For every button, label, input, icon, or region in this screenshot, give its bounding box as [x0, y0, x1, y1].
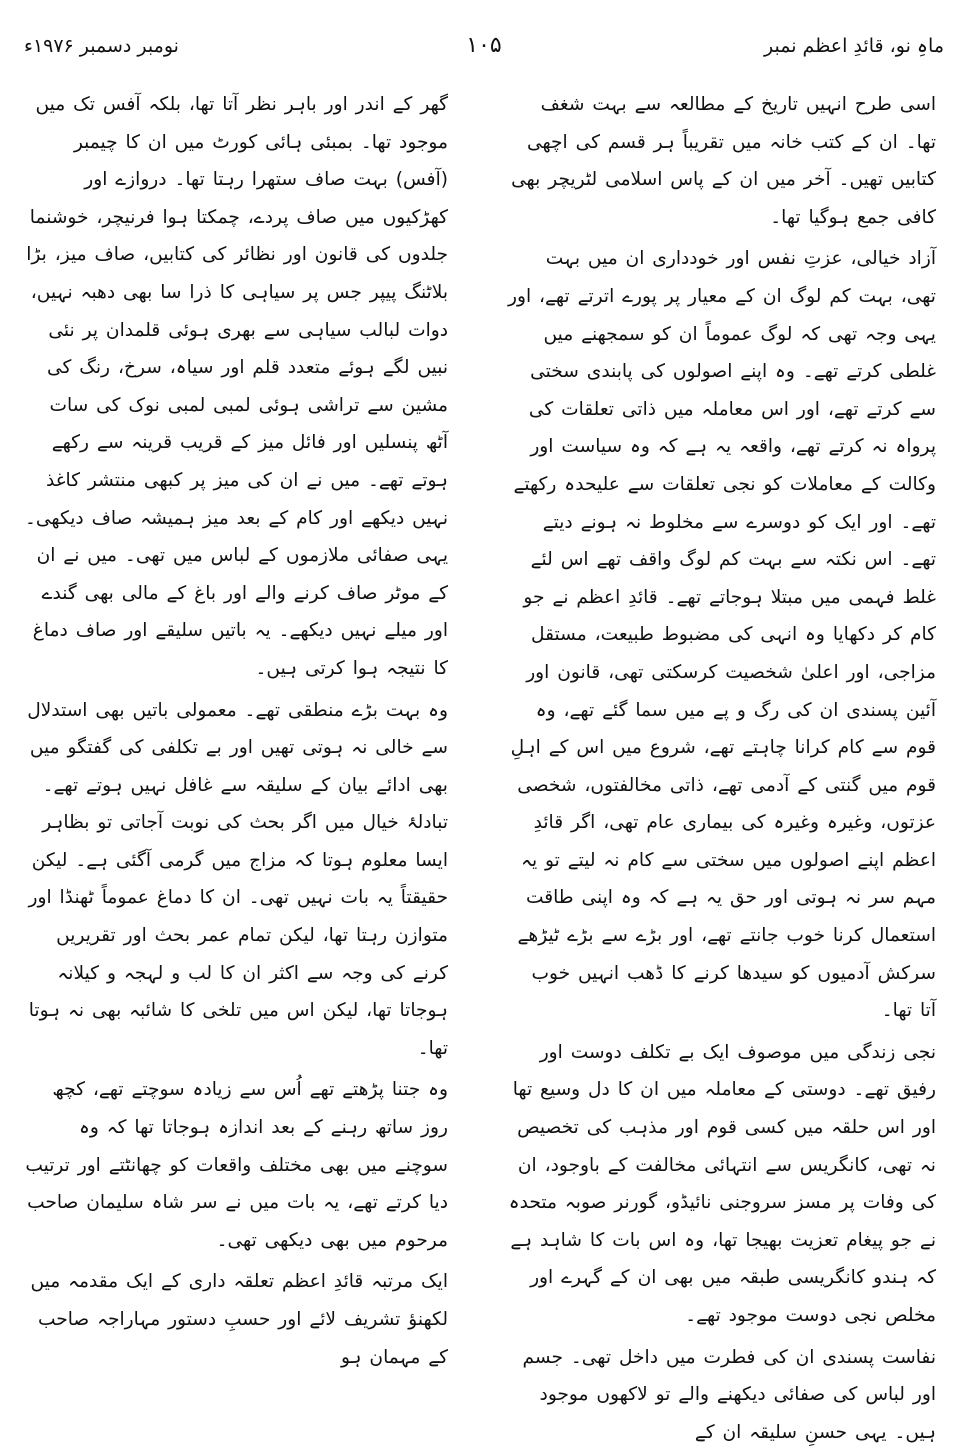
- paragraph: وہ بہت بڑے منطقی تھے۔ معمولی باتیں بھی استدلال سے خالی نہ ہوتی تھیں اور بے تکلفی کی گفتگو میں بھی ادائے بیان کے سلیقہ سے غافل نہیں ہوتے تھے۔ تبادلۂ خیال میں اگر بحث کی نوبت آجاتی تو بظاہر ایسا معلوم ہوتا کہ مزاج میں گرمی آگئی ہے۔ لیکن حقیقتاً یہ بات نہیں تھی۔ ان کا دماغ عموماً ٹھنڈا اور متوازن رہتا تھا، لیکن تمام عمر بحث اور تقریریں کرنے کی وجہ سے اکثر ان کا لب و لہجہ و کیلانہ ہوجاتا تھا، لیکن اس میں تلخی کا شائبہ بھی نہ ہوتا تھا۔: [27, 699, 448, 1059]
- paragraph: ایک مرتبہ قائدِ اعظم تعلقہ داری کے ایک مقدمہ میں لکھنؤ تشریف لائے اور حسبِ دستور مہاراجہ صاحب کے مہمان ہو: [30, 1271, 448, 1368]
- page-number: ۱۰۵: [466, 33, 502, 58]
- paragraph: اسی طرح انہیں تاریخ کے مطالعہ سے بہت شغف تھا۔ ان کے کتب خانہ میں تقریباً ہر قسم کی اچھی کتابیں تھیں۔ آخر میں ان کے پاس اسلامی لٹریچر بھی کافی جمع ہوگیا تھا۔: [511, 94, 936, 228]
- paragraph: نجی زندگی میں موصوف ایک بے تکلف دوست اور رفیق تھے۔ دوستی کے معاملہ میں ان کا دل وسیع تھا اور اس حلقہ میں کسی قوم اور مذہب کی تخصیص نہ تھی، کانگریس سے انتہائی مخالفت کے باوجود، ان کی وفات پر مسز سروجنی نائیڈو، گورنر صوبہ متحدہ نے جو پیغام تعزیت بھیجا تھا، وہ اس بات کا شاہد ہے کہ ہندو کانگریسی طبقہ میں بھی ان کے گہرے اور مخلص نجی دوست موجود تھے۔: [508, 1041, 936, 1326]
- magazine-title: ماہِ نو، قائدِ اعظم نمبر: [764, 35, 944, 57]
- page-header: [24, 32, 944, 72]
- right-column: [508, 86, 936, 1451]
- left-column: [20, 86, 448, 1376]
- paragraph: وہ جتنا پڑھتے تھے اُس سے زیادہ سوچتے تھے، کچھ روز ساتھ رہنے کے بعد اندازہ ہوجاتا تھا کہ وہ سوچنے میں بھی مختلف واقعات کو چھانٹتے اور ترتیب دیا کرتے تھے، یہ بات میں نے سر شاہ سلیمان صاحب مرحوم میں بھی دیکھی تھی۔: [25, 1079, 448, 1251]
- paragraph: گھر کے اندر اور باہر نظر آتا تھا، بلکہ آفس تک میں موجود تھا۔ بمبئی ہائی کورٹ میں ان کا چیمبر (آفس) بہت صاف ستھرا رہتا تھا۔ دروازے اور کھڑکیوں میں صاف پردے، چمکتا ہوا فرنیچر، خوشنما جلدوں کی قانون اور نظائر کی کتابیں، صاف میز، بڑا بلاٹنگ پیپر جس پر سیاہی کا ذرا سا بھی دھبہ نہیں، دوات لبالب سیاہی سے بھری ہوئی قلمدان پر نئی نبیں لگے ہوئے متعدد قلم اور سیاہ، سرخ، رنگ کی مشین سے تراشی ہوئی لمبی لمبی نوک کی سات آٹھ پنسلیں اور فائل میز کے قریب قرینہ سے رکھے ہوتے تھے۔ میں نے ان کی میز پر کبھی منتشر کاغذ نہیں دیکھے اور کام کے بعد میز ہمیشہ صاف دیکھی۔ یہی صفائی ملازموں کے لباس میں تھی۔ میں نے ان کے موٹر صاف کرنے والے اور باغ کے مالی بھی گندے اور میلے نہیں دیکھے۔ یہ باتیں سلیقے اور صاف دماغ کا نتیجہ ہوا کرتی ہیں۔: [24, 94, 448, 679]
- paragraph: آزاد خیالی، عزتِ نفس اور خودداری ان میں بہت تھی، بہت کم لوگ ان کے معیار پر پورے اترتے تھے، اور یہی وجہ تھی کہ لوگ عموماً ان کو سمجھنے میں غلطی کرتے تھے۔ وہ اپنے اصولوں کی پابندی سختی سے کرتے تھے، اور اس معاملہ میں ذاتی تعلقات کی پرواہ نہ کرتے تھے، واقعہ یہ ہے کہ وہ سیاست اور وکالت کے معاملات کو نجی تعلقات سے علیحدہ رکھتے تھے۔ اور ایک کو دوسرے سے مخلوط نہ ہونے دیتے تھے۔ اس نکتہ سے بہت کم لوگ واقف تھے اس لئے غلط فہمی میں مبتلا ہوجاتے تھے۔ قائدِ اعظم نے جو کام کر دکھایا وہ انہی کی مضبوط طبیعت، مستقل مزاجی، اور اعلیٰ شخصیت کرسکتی تھی، قانون اور آئین پسندی ان کی رگ و پے میں سما گئے تھے، وہ قوم سے کام کرانا چاہتے تھے، شروع میں اس کے اہلِ قوم میں گنتی کے آدمی تھے، ذاتی مخالفتوں، شخصی عزتوں، وغیرہ وغیرہ کی بیماری عام تھی، اگر قائدِ اعظم اپنے اصولوں میں سختی سے کام نہ لیتے تو یہ مہم سر نہ ہوتی اور حق یہ ہے کہ وہ اپنی طاقت استعمال کرنا خوب جانتے تھے، اور بڑے سے بڑے ٹیڑھے سرکش آدمیوں کو سیدھا کرنے کا ڈھب انہیں خوب آتا تھا۔: [507, 248, 936, 1022]
- issue-date: نومبر دسمبر ۱۹۷۶ء: [24, 35, 179, 57]
- paragraph: نفاست پسندی ان کی فطرت میں داخل تھی۔ جسم اور لباس کی صفائی دیکھنے والے تو لاکھوں موجود ہیں۔ یہی حسنِ سلیقہ ان کے: [522, 1346, 936, 1443]
